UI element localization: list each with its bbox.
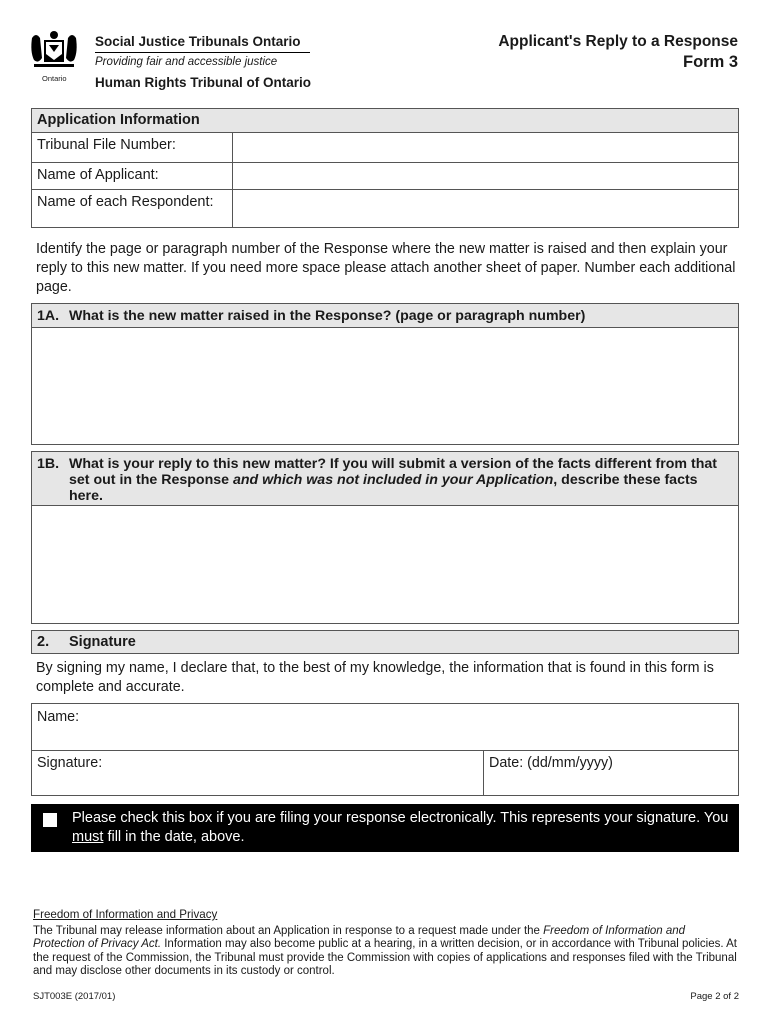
org-name: Social Justice Tribunals Ontario (95, 34, 301, 49)
section-1a-question: What is the new matter raised in the Response? (page or paragraph number) (69, 308, 586, 324)
applicant-name-row (32, 163, 738, 189)
privacy-body-part1: The Tribunal may release information about an Application in response to a request made under the (33, 925, 544, 937)
privacy-act-name: Freedom of Information and Protection of Privacy Act. (33, 925, 686, 951)
signature-table (31, 703, 739, 796)
notice-text-part1: Please check this box if you are filing your response electronically. This represents your signature. You (72, 810, 729, 826)
section-1b-number: 1B. (37, 456, 60, 472)
form-number: Form 3 (682, 53, 738, 71)
privacy-title: Freedom of Information and Privacy (33, 908, 218, 921)
notice-text-part2: fill in the date, above. (103, 829, 245, 845)
name-label: Name: (37, 709, 80, 725)
tribunal-file-number-row (32, 133, 738, 162)
application-info-table (31, 108, 739, 228)
respondent-name-field[interactable] (233, 190, 738, 227)
ontario-coat-of-arms-logo (28, 30, 80, 86)
org-divider (95, 52, 310, 53)
applicant-name-label: Name of Applicant: (32, 163, 233, 189)
section-1a-answer-field[interactable] (32, 328, 738, 444)
tribunal-name: Human Rights Tribunal of Ontario (95, 75, 311, 90)
section-1a (31, 303, 739, 445)
section-1b-answer-field[interactable] (32, 506, 738, 622)
section-1b-question-italic: and which was not included in your Application (232, 472, 554, 488)
signature-field[interactable] (32, 751, 484, 796)
section-2-number: 2. (37, 634, 50, 650)
date-label: Date: (dd/mm/yyyy) (489, 755, 613, 771)
privacy-body (33, 925, 738, 979)
application-info-heading: Application Information (32, 109, 738, 133)
section-1b-question-part2: , describe these facts here. (69, 472, 698, 504)
tribunal-file-number-label: Tribunal File Number: (32, 133, 233, 162)
electronic-filing-checkbox[interactable] (43, 813, 57, 827)
section-1b-question (69, 456, 733, 502)
respondent-name-label: Name of each Respondent: (32, 190, 233, 227)
electronic-filing-text (72, 809, 732, 847)
section-1b-heading (32, 452, 738, 506)
notice-must: must (72, 829, 104, 845)
respondent-name-row (32, 190, 738, 227)
electronic-filing-notice (31, 804, 739, 852)
date-field[interactable] (484, 751, 738, 796)
deer-icon (66, 35, 77, 62)
section-1a-heading (32, 304, 738, 328)
form-title: Applicant's Reply to a Response (498, 33, 738, 50)
signature-label: Signature: (37, 755, 103, 771)
form-code: SJT003E (2017/01) (33, 991, 116, 1002)
section-2-title: Signature (69, 634, 136, 650)
section-1b-question-part1: What is your reply to this new matter? If you will submit a version of the facts different from that set out in the Response (69, 456, 717, 488)
instructions-text: Identify the page or paragraph number of the Response where the new matter is raised and then explain your reply to this new matter. If you need more space please attach another sheet of paper. Number each additional page. (36, 241, 736, 295)
section-1b (31, 451, 739, 624)
privacy-body-part2: Information may also become public at a hearing, in a written decision, or in accordance with Tribunal policies. At the request of the Commission, the Tribunal must provide the Commission with copies of applications and responses filed with the Tribunal and may disclose other documents in its custody or control. (33, 938, 737, 978)
logo-caption: Ontario (42, 74, 67, 83)
declaration-text: By signing my name, I declare that, to the best of my knowledge, the information that is found in this form is complete and accurate. (36, 660, 714, 695)
section-2-heading (31, 630, 739, 654)
section-1a-number: 1A. (37, 308, 60, 324)
applicant-name-field[interactable] (233, 163, 738, 189)
name-row[interactable] (32, 704, 738, 750)
moose-icon (31, 35, 42, 62)
org-tagline: Providing fair and accessible justice (95, 56, 278, 68)
tribunal-file-number-field[interactable] (233, 133, 738, 162)
page-number: Page 2 of 2 (690, 991, 739, 1002)
